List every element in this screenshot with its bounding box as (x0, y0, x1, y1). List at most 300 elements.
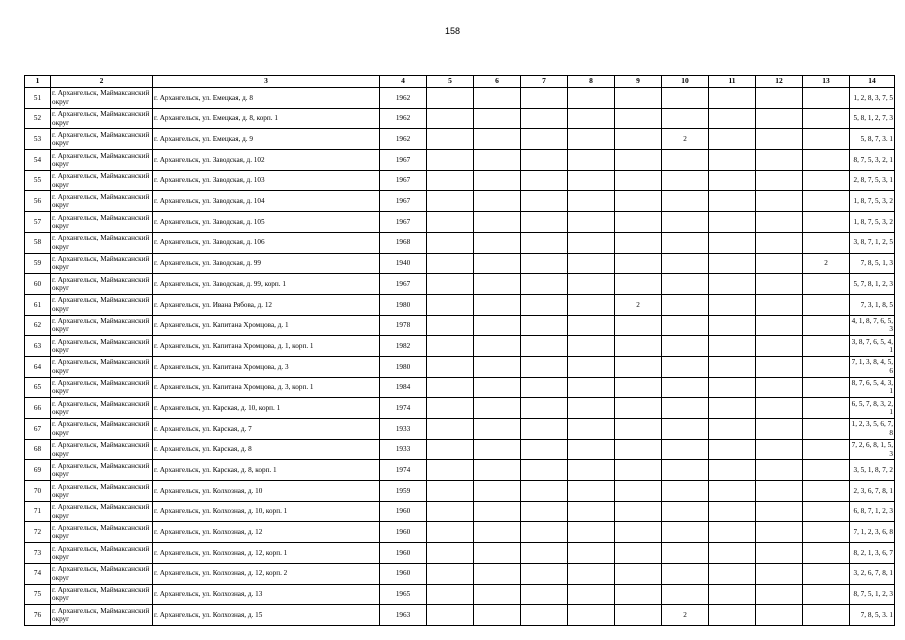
col10-cell (662, 170, 709, 191)
col12-cell (756, 170, 803, 191)
col6-cell (474, 150, 521, 171)
district-cell: г. Архангельск, Маймаксанский округ (51, 563, 153, 584)
table-row (25, 605, 895, 626)
district-cell: г. Архангельск, Маймаксанский округ (51, 336, 153, 357)
col14-cell: 4, 1, 8, 7, 6, 5, 3 (850, 315, 895, 336)
col14-cell: 5, 7, 8, 1, 2, 3 (850, 274, 895, 295)
col6-cell (474, 274, 521, 295)
district-cell: г. Архангельск, Маймаксанский округ (51, 253, 153, 274)
col5-cell (427, 605, 474, 626)
col6-cell (474, 419, 521, 440)
table-row (25, 212, 895, 233)
col13-cell (803, 212, 850, 233)
table-row (25, 150, 895, 171)
district-cell: г. Архангельск, Маймаксанский округ (51, 150, 153, 171)
district-cell: г. Архангельск, Маймаксанский округ (51, 191, 153, 212)
col11-cell (709, 150, 756, 171)
col7-cell (521, 481, 568, 502)
col14-cell: 1, 8, 7, 5, 3, 2 (850, 191, 895, 212)
col14-cell: 7, 8, 5, 3. 1 (850, 605, 895, 626)
col9-cell (615, 501, 662, 522)
col10-cell (662, 419, 709, 440)
district-cell: г. Архангельск, Маймаксанский округ (51, 501, 153, 522)
col13-cell (803, 584, 850, 605)
district-cell: г. Архангельск, Маймаксанский округ (51, 377, 153, 398)
col14-cell: 3, 8, 7, 1, 2, 5 (850, 232, 895, 253)
district-cell: г. Архангельск, Маймаксанский округ (51, 481, 153, 502)
year-cell: 1960 (380, 501, 427, 522)
col10-cell (662, 88, 709, 109)
col6-cell (474, 315, 521, 336)
year-cell: 1974 (380, 460, 427, 481)
column-header: 7 (521, 76, 568, 88)
col13-cell (803, 398, 850, 419)
table-row (25, 88, 895, 109)
year-cell: 1962 (380, 129, 427, 150)
col11-cell (709, 563, 756, 584)
col13-cell (803, 108, 850, 129)
col11-cell (709, 191, 756, 212)
col7-cell (521, 191, 568, 212)
district-cell: г. Архангельск, Маймаксанский округ (51, 88, 153, 109)
col6-cell (474, 170, 521, 191)
col6-cell (474, 439, 521, 460)
col12-cell (756, 460, 803, 481)
col10-cell (662, 294, 709, 315)
col5-cell (427, 315, 474, 336)
col9-cell (615, 398, 662, 419)
col7-cell (521, 170, 568, 191)
col10-cell (662, 522, 709, 543)
col13-cell (803, 170, 850, 191)
year-cell: 1984 (380, 377, 427, 398)
col10-cell (662, 212, 709, 233)
row-number-cell: 63 (25, 336, 51, 357)
col6-cell (474, 563, 521, 584)
col6-cell (474, 522, 521, 543)
col14-cell: 5, 8, 1, 2, 7, 3 (850, 108, 895, 129)
col6-cell (474, 501, 521, 522)
col13-cell (803, 605, 850, 626)
col6-cell (474, 253, 521, 274)
col11-cell (709, 129, 756, 150)
row-number-cell: 64 (25, 356, 51, 377)
year-cell: 1963 (380, 605, 427, 626)
col8-cell (568, 522, 615, 543)
col9-cell: 2 (615, 294, 662, 315)
year-cell: 1933 (380, 419, 427, 440)
address-cell: г. Архангельск, ул. Заводская, д. 105 (153, 212, 380, 233)
col14-cell: 7, 3, 1, 8, 5 (850, 294, 895, 315)
col5-cell (427, 170, 474, 191)
row-number-cell: 75 (25, 584, 51, 605)
col11-cell (709, 274, 756, 295)
table-row (25, 191, 895, 212)
col11-cell (709, 232, 756, 253)
col14-cell: 7, 2, 6, 8, 1, 5, 3 (850, 439, 895, 460)
row-number-cell: 52 (25, 108, 51, 129)
row-number-cell: 72 (25, 522, 51, 543)
col14-cell: 8, 7, 5, 3, 2, 1 (850, 150, 895, 171)
address-cell: г. Архангельск, ул. Емецкая, д. 9 (153, 129, 380, 150)
col5-cell (427, 129, 474, 150)
district-cell: г. Архангельск, Маймаксанский округ (51, 439, 153, 460)
col9-cell (615, 170, 662, 191)
col7-cell (521, 212, 568, 233)
col14-cell: 7, 8, 5, 1, 3 (850, 253, 895, 274)
year-cell: 1982 (380, 336, 427, 357)
year-cell: 1960 (380, 543, 427, 564)
column-header: 3 (153, 76, 380, 88)
col12-cell (756, 522, 803, 543)
col14-cell: 7, 1, 3, 8, 4, 5, 6 (850, 356, 895, 377)
col5-cell (427, 336, 474, 357)
col14-cell: 3, 5, 1, 8, 7, 2 (850, 460, 895, 481)
address-cell: г. Архангельск, ул. Заводская, д. 102 (153, 150, 380, 171)
year-cell: 1962 (380, 108, 427, 129)
col9-cell (615, 232, 662, 253)
address-cell: г. Архангельск, ул. Емецкая, д. 8 (153, 88, 380, 109)
col12-cell (756, 398, 803, 419)
col8-cell (568, 191, 615, 212)
table-row (25, 108, 895, 129)
col7-cell (521, 584, 568, 605)
col9-cell (615, 274, 662, 295)
col6-cell (474, 108, 521, 129)
table-row (25, 481, 895, 502)
year-cell: 1980 (380, 356, 427, 377)
col5-cell (427, 150, 474, 171)
col13-cell (803, 460, 850, 481)
col7-cell (521, 336, 568, 357)
year-cell: 1967 (380, 212, 427, 233)
col7-cell (521, 356, 568, 377)
col7-cell (521, 419, 568, 440)
col10-cell (662, 315, 709, 336)
col9-cell (615, 253, 662, 274)
year-cell: 1960 (380, 522, 427, 543)
row-number-cell: 68 (25, 439, 51, 460)
col13-cell (803, 481, 850, 502)
address-cell: г. Архангельск, ул. Колхозная, д. 13 (153, 584, 380, 605)
col8-cell (568, 150, 615, 171)
col6-cell (474, 605, 521, 626)
year-cell: 1940 (380, 253, 427, 274)
col6-cell (474, 294, 521, 315)
row-number-cell: 62 (25, 315, 51, 336)
address-cell: г. Архангельск, ул. Колхозная, д. 12, корп. 1 (153, 543, 380, 564)
col14-cell: 1, 2, 8, 3, 7, 5 (850, 88, 895, 109)
column-header: 1 (25, 76, 51, 88)
column-header: 10 (662, 76, 709, 88)
column-header: 13 (803, 76, 850, 88)
col9-cell (615, 543, 662, 564)
year-cell: 1980 (380, 294, 427, 315)
col12-cell (756, 501, 803, 522)
row-number-cell: 76 (25, 605, 51, 626)
column-header: 11 (709, 76, 756, 88)
row-number-cell: 67 (25, 419, 51, 440)
district-cell: г. Архангельск, Маймаксанский округ (51, 356, 153, 377)
col12-cell (756, 274, 803, 295)
col13-cell (803, 150, 850, 171)
col5-cell (427, 356, 474, 377)
col8-cell (568, 170, 615, 191)
table-row (25, 377, 895, 398)
col12-cell (756, 377, 803, 398)
district-cell: г. Архангельск, Маймаксанский округ (51, 584, 153, 605)
address-cell: г. Архангельск, ул. Заводская, д. 103 (153, 170, 380, 191)
row-number-cell: 54 (25, 150, 51, 171)
col13-cell (803, 356, 850, 377)
col6-cell (474, 481, 521, 502)
col7-cell (521, 398, 568, 419)
col12-cell (756, 543, 803, 564)
year-cell: 1933 (380, 439, 427, 460)
col13-cell (803, 336, 850, 357)
col5-cell (427, 212, 474, 233)
row-number-cell: 61 (25, 294, 51, 315)
row-number-cell: 58 (25, 232, 51, 253)
table-row (25, 563, 895, 584)
col8-cell (568, 129, 615, 150)
col6-cell (474, 584, 521, 605)
district-cell: г. Архангельск, Маймаксанский округ (51, 274, 153, 295)
col5-cell (427, 274, 474, 295)
col11-cell (709, 501, 756, 522)
col10-cell (662, 501, 709, 522)
district-cell: г. Архангельск, Маймаксанский округ (51, 232, 153, 253)
col14-cell: 3, 8, 7, 6, 5, 4, 1 (850, 336, 895, 357)
col12-cell (756, 481, 803, 502)
column-header: 12 (756, 76, 803, 88)
col11-cell (709, 336, 756, 357)
col7-cell (521, 253, 568, 274)
col7-cell (521, 129, 568, 150)
col9-cell (615, 460, 662, 481)
col9-cell (615, 108, 662, 129)
row-number-cell: 59 (25, 253, 51, 274)
col8-cell (568, 398, 615, 419)
col8-cell (568, 377, 615, 398)
col8-cell (568, 232, 615, 253)
address-cell: г. Архангельск, ул. Колхозная, д. 10, корп. 1 (153, 501, 380, 522)
col11-cell (709, 377, 756, 398)
col7-cell (521, 460, 568, 481)
col6-cell (474, 398, 521, 419)
col7-cell (521, 501, 568, 522)
col9-cell (615, 563, 662, 584)
col11-cell (709, 212, 756, 233)
col7-cell (521, 294, 568, 315)
col8-cell (568, 88, 615, 109)
col14-cell: 1, 8, 7, 5, 3, 2 (850, 212, 895, 233)
col13-cell (803, 232, 850, 253)
col12-cell (756, 88, 803, 109)
col13-cell (803, 419, 850, 440)
col11-cell (709, 315, 756, 336)
year-cell: 1968 (380, 232, 427, 253)
col12-cell (756, 356, 803, 377)
col12-cell (756, 129, 803, 150)
col11-cell (709, 253, 756, 274)
col10-cell (662, 584, 709, 605)
col9-cell (615, 212, 662, 233)
address-cell: г. Архангельск, ул. Ивана Рябова, д. 12 (153, 294, 380, 315)
col14-cell: 8, 2, 1, 3, 6, 7 (850, 543, 895, 564)
address-cell: г. Архангельск, ул. Капитана Хромцова, д. 3 (153, 356, 380, 377)
col14-cell: 2, 3, 6, 7, 8, 1 (850, 481, 895, 502)
col9-cell (615, 336, 662, 357)
address-cell: г. Архангельск, ул. Колхозная, д. 10 (153, 481, 380, 502)
col13-cell (803, 315, 850, 336)
col6-cell (474, 88, 521, 109)
year-cell: 1967 (380, 274, 427, 295)
col6-cell (474, 543, 521, 564)
col14-cell: 2, 8, 7, 5, 3, 1 (850, 170, 895, 191)
col8-cell (568, 501, 615, 522)
column-header: 9 (615, 76, 662, 88)
column-header: 5 (427, 76, 474, 88)
col10-cell (662, 481, 709, 502)
address-cell: г. Архангельск, ул. Карская, д. 7 (153, 419, 380, 440)
col10-cell (662, 398, 709, 419)
col12-cell (756, 232, 803, 253)
col13-cell (803, 563, 850, 584)
table-row (25, 315, 895, 336)
col5-cell (427, 460, 474, 481)
col10-cell (662, 232, 709, 253)
col5-cell (427, 88, 474, 109)
col8-cell (568, 108, 615, 129)
col11-cell (709, 439, 756, 460)
col7-cell (521, 315, 568, 336)
col13-cell (803, 274, 850, 295)
col5-cell (427, 294, 474, 315)
col9-cell (615, 315, 662, 336)
header-row (25, 76, 895, 88)
year-cell: 1967 (380, 191, 427, 212)
row-number-cell: 73 (25, 543, 51, 564)
col12-cell (756, 336, 803, 357)
table-row (25, 294, 895, 315)
col13-cell (803, 129, 850, 150)
col6-cell (474, 377, 521, 398)
address-cell: г. Архангельск, ул. Капитана Хромцова, д. 1, корп. 1 (153, 336, 380, 357)
table-row (25, 170, 895, 191)
table-row (25, 336, 895, 357)
year-cell: 1978 (380, 315, 427, 336)
address-cell: г. Архангельск, ул. Колхозная, д. 12, корп. 2 (153, 563, 380, 584)
col13-cell (803, 191, 850, 212)
col5-cell (427, 398, 474, 419)
col7-cell (521, 377, 568, 398)
col7-cell (521, 274, 568, 295)
col12-cell (756, 605, 803, 626)
col10-cell: 2 (662, 605, 709, 626)
col6-cell (474, 336, 521, 357)
col11-cell (709, 108, 756, 129)
address-cell: г. Архангельск, ул. Заводская, д. 104 (153, 191, 380, 212)
col5-cell (427, 377, 474, 398)
col11-cell (709, 88, 756, 109)
table-row (25, 274, 895, 295)
district-cell: г. Архангельск, Маймаксанский округ (51, 294, 153, 315)
col5-cell (427, 253, 474, 274)
col12-cell (756, 212, 803, 233)
district-cell: г. Архангельск, Маймаксанский округ (51, 170, 153, 191)
col9-cell (615, 481, 662, 502)
col13-cell (803, 501, 850, 522)
col13-cell (803, 439, 850, 460)
col9-cell (615, 439, 662, 460)
col13-cell (803, 377, 850, 398)
col13-cell (803, 543, 850, 564)
year-cell: 1965 (380, 584, 427, 605)
col8-cell (568, 356, 615, 377)
col9-cell (615, 150, 662, 171)
district-cell: г. Архангельск, Маймаксанский округ (51, 522, 153, 543)
col14-cell: 7, 1, 2, 3, 6, 8 (850, 522, 895, 543)
col8-cell (568, 563, 615, 584)
row-number-cell: 60 (25, 274, 51, 295)
col9-cell (615, 584, 662, 605)
row-number-cell: 71 (25, 501, 51, 522)
address-cell: г. Архангельск, ул. Колхозная, д. 12 (153, 522, 380, 543)
col5-cell (427, 563, 474, 584)
district-cell: г. Архангельск, Маймаксанский округ (51, 129, 153, 150)
col10-cell (662, 108, 709, 129)
col7-cell (521, 108, 568, 129)
year-cell: 1962 (380, 88, 427, 109)
address-cell: г. Архангельск, ул. Карская, д. 10, корп. 1 (153, 398, 380, 419)
col5-cell (427, 439, 474, 460)
col11-cell (709, 170, 756, 191)
col12-cell (756, 294, 803, 315)
col11-cell (709, 356, 756, 377)
col9-cell (615, 356, 662, 377)
col14-cell: 8, 7, 5, 1, 2, 3 (850, 584, 895, 605)
district-cell: г. Архангельск, Маймаксанский округ (51, 108, 153, 129)
col9-cell (615, 191, 662, 212)
address-cell: г. Архангельск, ул. Карская, д. 8 (153, 439, 380, 460)
col12-cell (756, 584, 803, 605)
year-cell: 1960 (380, 563, 427, 584)
address-cell: г. Архангельск, ул. Заводская, д. 106 (153, 232, 380, 253)
table-row (25, 129, 895, 150)
col8-cell (568, 294, 615, 315)
col8-cell (568, 336, 615, 357)
table-body (25, 88, 895, 626)
col11-cell (709, 543, 756, 564)
table-row (25, 232, 895, 253)
col6-cell (474, 232, 521, 253)
address-cell: г. Архангельск, ул. Капитана Хромцова, д. 3, корп. 1 (153, 377, 380, 398)
col10-cell (662, 274, 709, 295)
col9-cell (615, 522, 662, 543)
address-cell: г. Архангельск, ул. Заводская, д. 99, корп. 1 (153, 274, 380, 295)
col11-cell (709, 294, 756, 315)
col8-cell (568, 481, 615, 502)
row-number-cell: 51 (25, 88, 51, 109)
col5-cell (427, 232, 474, 253)
col8-cell (568, 460, 615, 481)
col5-cell (427, 108, 474, 129)
district-cell: г. Архангельск, Маймаксанский округ (51, 315, 153, 336)
address-cell: г. Архангельск, ул. Капитана Хромцова, д. 1 (153, 315, 380, 336)
registry-table (24, 75, 895, 626)
col5-cell (427, 481, 474, 502)
